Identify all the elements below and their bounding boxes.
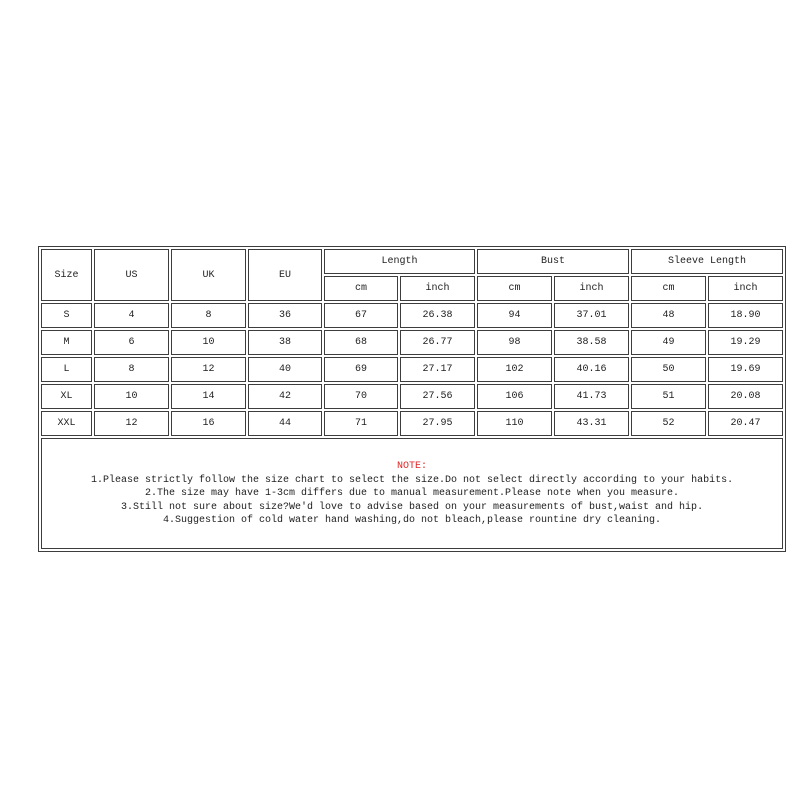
cell-length-inch: 27.56	[400, 384, 475, 409]
table-footer	[41, 438, 783, 549]
cell-length-inch: 27.17	[400, 357, 475, 382]
cell-us: 6	[94, 330, 169, 355]
cell-sleeve-cm: 50	[631, 357, 706, 382]
cell-size: XL	[41, 384, 92, 409]
size-row	[41, 384, 783, 409]
header-bust-cm: cm	[477, 276, 552, 301]
cell-sleeve-cm: 48	[631, 303, 706, 328]
header-sleeve-length: Sleeve Length	[631, 249, 783, 274]
header-size: Size	[41, 249, 92, 301]
cell-bust-cm: 106	[477, 384, 552, 409]
cell-uk: 10	[171, 330, 246, 355]
size-row	[41, 411, 783, 436]
cell-eu: 36	[248, 303, 322, 328]
cell-length-cm: 67	[324, 303, 398, 328]
cell-length-cm: 71	[324, 411, 398, 436]
header-length: Length	[324, 249, 475, 274]
cell-eu: 44	[248, 411, 322, 436]
header-sleeve-cm: cm	[631, 276, 706, 301]
cell-sleeve-cm: 51	[631, 384, 706, 409]
cell-size: XXL	[41, 411, 92, 436]
cell-sleeve-inch: 20.47	[708, 411, 783, 436]
cell-bust-inch: 41.73	[554, 384, 629, 409]
cell-uk: 8	[171, 303, 246, 328]
cell-bust-cm: 110	[477, 411, 552, 436]
cell-uk: 16	[171, 411, 246, 436]
header-uk: UK	[171, 249, 246, 301]
cell-sleeve-inch: 19.29	[708, 330, 783, 355]
size-row	[41, 303, 783, 328]
cell-eu: 40	[248, 357, 322, 382]
note-line-3: 3.Still not sure about size?We'd love to advise based on your measurements of bust,waist and hip.	[120, 501, 704, 513]
cell-us: 12	[94, 411, 169, 436]
cell-bust-inch: 40.16	[554, 357, 629, 382]
cell-sleeve-cm: 49	[631, 330, 706, 355]
cell-bust-cm: 102	[477, 357, 552, 382]
cell-us: 8	[94, 357, 169, 382]
header-sleeve-inch: inch	[708, 276, 783, 301]
table-header	[41, 249, 783, 301]
cell-length-cm: 70	[324, 384, 398, 409]
cell-eu: 42	[248, 384, 322, 409]
cell-sleeve-inch: 19.69	[708, 357, 783, 382]
note-box	[41, 438, 783, 549]
note-line-2: 2.The size may have 1-3cm differs due to manual measurement.Please note when you measure.	[144, 488, 680, 499]
size-row	[41, 357, 783, 382]
header-bust-inch: inch	[554, 276, 629, 301]
header-length-cm: cm	[324, 276, 398, 301]
cell-bust-inch: 38.58	[554, 330, 629, 355]
cell-bust-cm: 98	[477, 330, 552, 355]
cell-length-inch: 27.95	[400, 411, 475, 436]
cell-size: L	[41, 357, 92, 382]
size-chart-table	[38, 246, 786, 552]
header-row-groups	[41, 249, 783, 274]
cell-sleeve-inch: 18.90	[708, 303, 783, 328]
cell-eu: 38	[248, 330, 322, 355]
table-body	[41, 303, 783, 436]
cell-uk: 12	[171, 357, 246, 382]
cell-uk: 14	[171, 384, 246, 409]
cell-size: S	[41, 303, 92, 328]
cell-us: 10	[94, 384, 169, 409]
header-bust: Bust	[477, 249, 629, 274]
cell-length-inch: 26.38	[400, 303, 475, 328]
cell-length-cm: 68	[324, 330, 398, 355]
cell-us: 4	[94, 303, 169, 328]
cell-size: M	[41, 330, 92, 355]
note-line-4: 4.Suggestion of cold water hand washing,do not bleach,please rountine dry cleaning.	[162, 515, 662, 526]
header-us: US	[94, 249, 169, 301]
cell-bust-cm: 94	[477, 303, 552, 328]
header-length-inch: inch	[400, 276, 475, 301]
header-eu: EU	[248, 249, 322, 301]
note-title: NOTE:	[397, 461, 428, 472]
cell-bust-inch: 37.01	[554, 303, 629, 328]
cell-sleeve-cm: 52	[631, 411, 706, 436]
size-row	[41, 330, 783, 355]
note-line-1: 1.Please strictly follow the size chart to select the size.Do not select directly according to your habits.	[90, 474, 734, 486]
cell-sleeve-inch: 20.08	[708, 384, 783, 409]
cell-bust-inch: 43.31	[554, 411, 629, 436]
cell-length-cm: 69	[324, 357, 398, 382]
cell-length-inch: 26.77	[400, 330, 475, 355]
note-row	[41, 438, 783, 549]
